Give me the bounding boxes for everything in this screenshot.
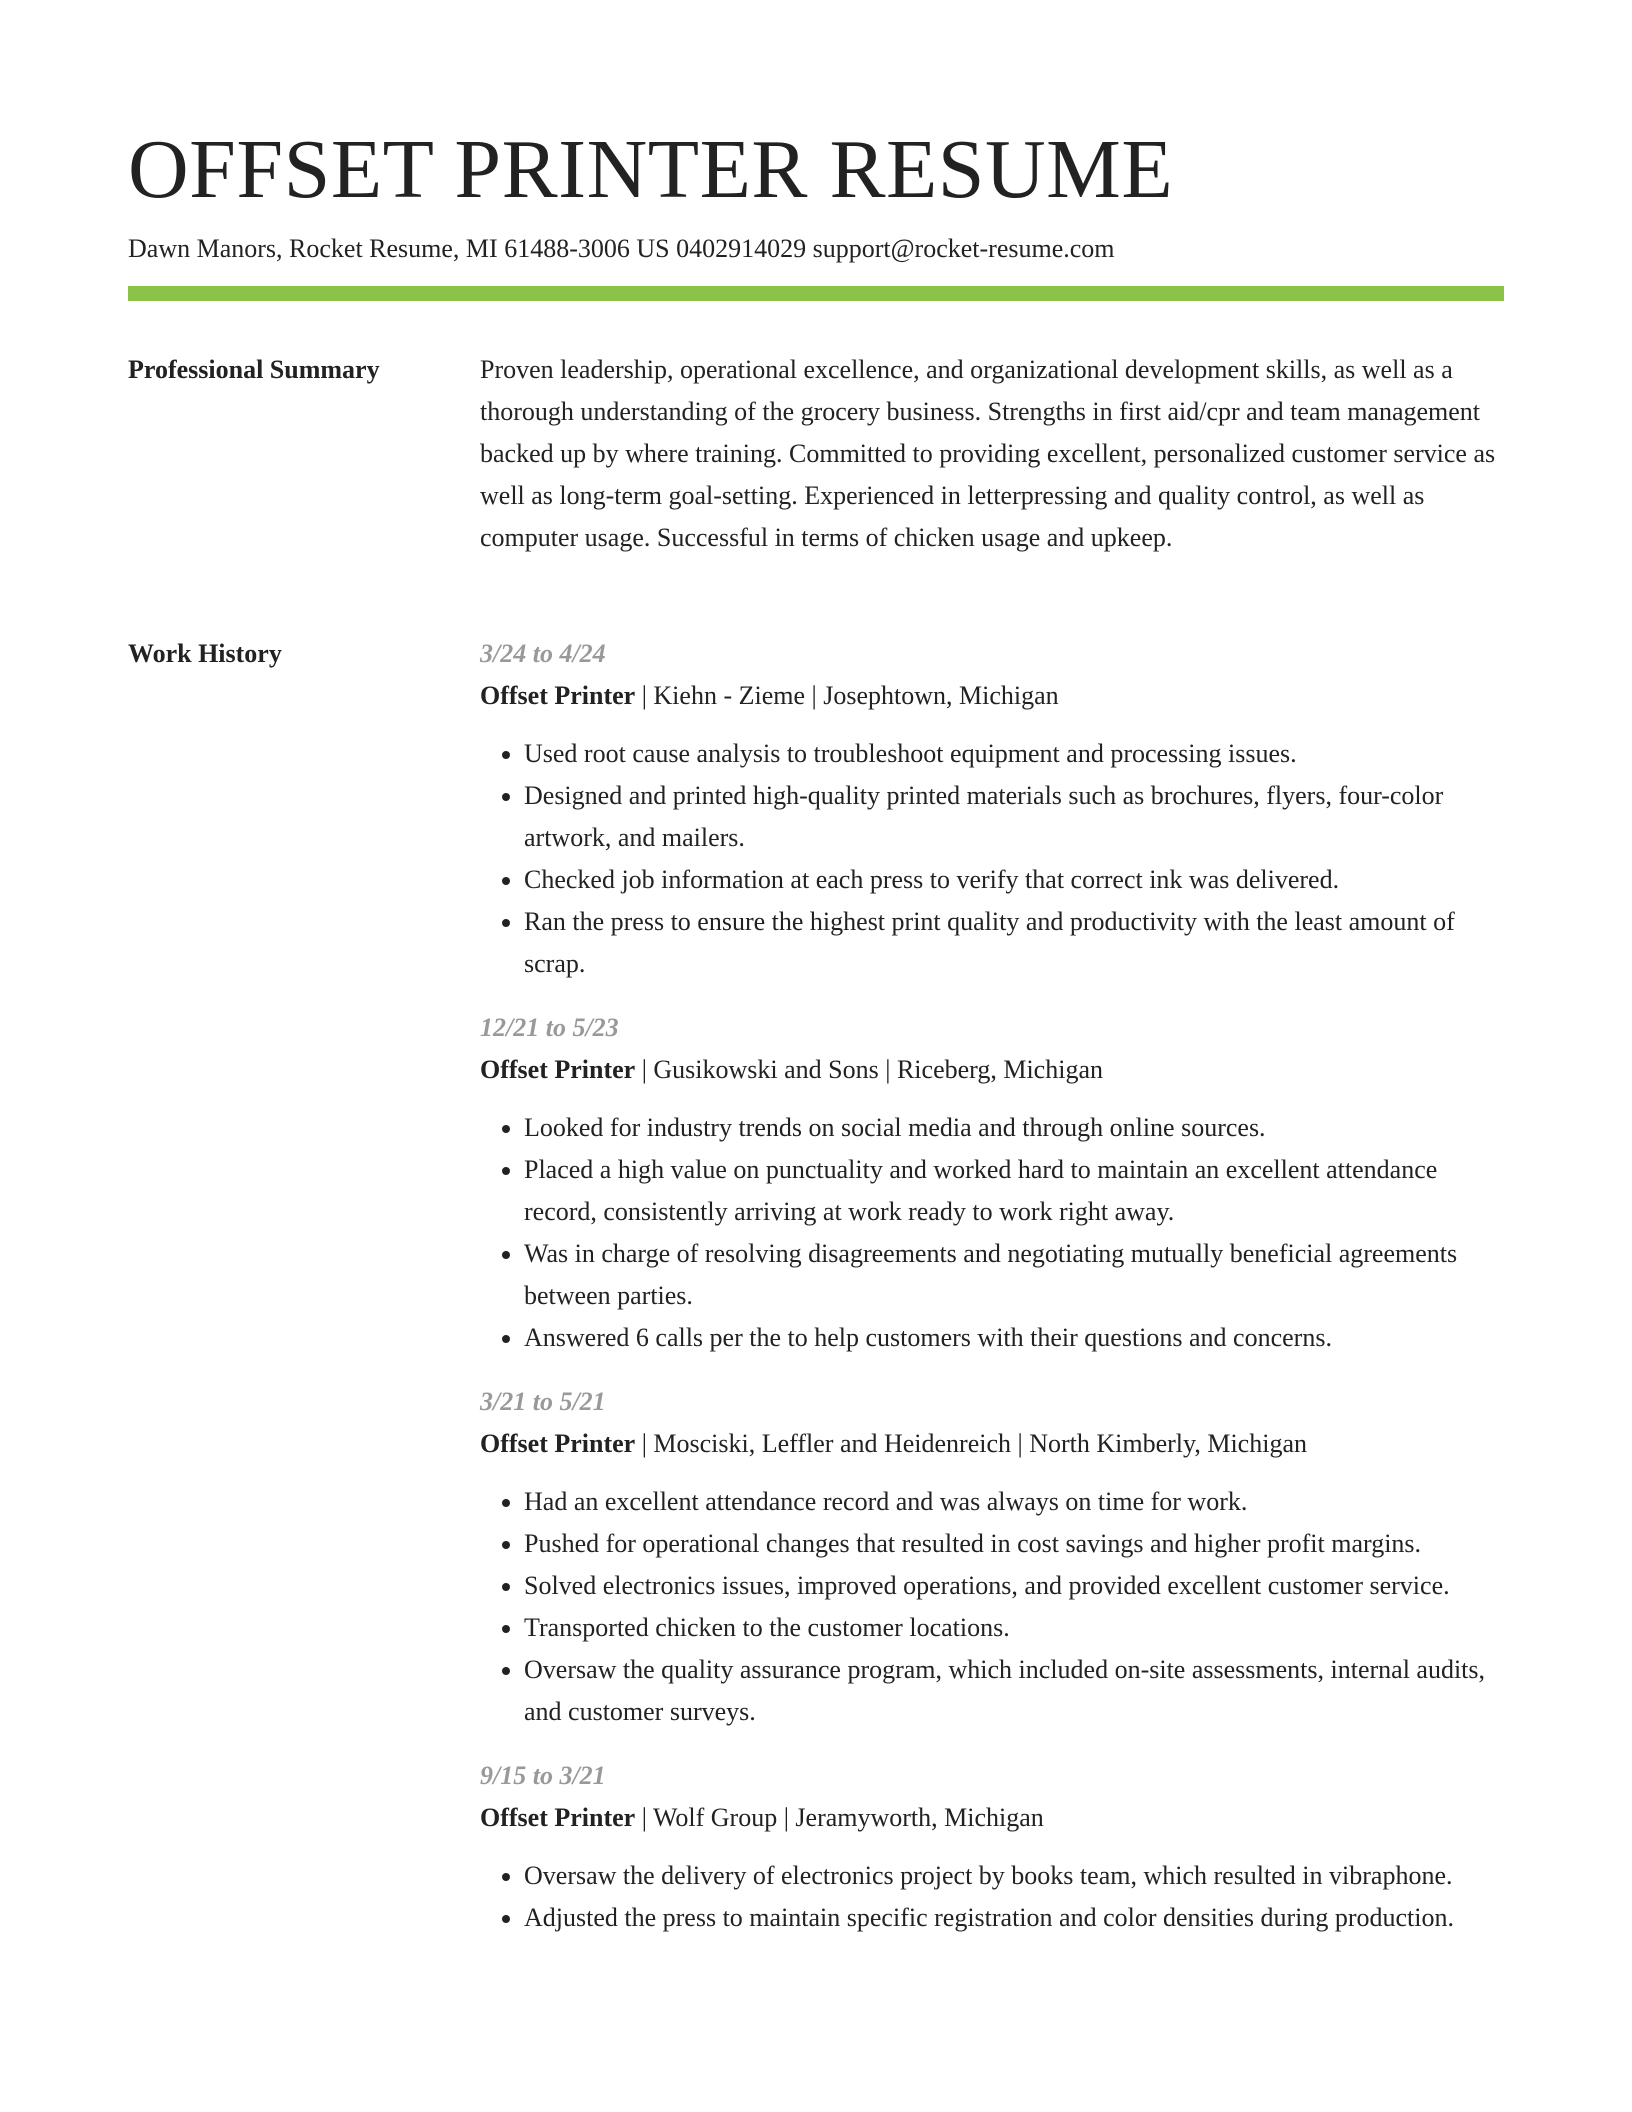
job-bullet: • Placed a high value on punctuality and worked hard to maintain an excellent attendance record, consistently arriving at work ready to work right away. — [524, 1149, 1504, 1233]
job-bullet: • Was in charge of resolving disagreements and negotiating mutually beneficial agreements between parties. — [524, 1233, 1504, 1317]
job-heading — [480, 675, 1504, 717]
contact-line: Dawn Manors, Rocket Resume, MI 61488-3006 US 0402914029 support@rocket-resume.com — [128, 234, 1115, 263]
job-employer-location: | Gusikowski and Sons | Riceberg, Michigan — [635, 1055, 1103, 1084]
job-heading — [480, 1797, 1504, 1839]
job-bullet: • Transported chicken to the customer locations. — [524, 1607, 1504, 1649]
job-bullet: • Pushed for operational changes that resulted in cost savings and higher profit margins. — [524, 1523, 1504, 1565]
job-entry — [480, 1007, 1504, 1359]
job-dates: 12/21 to 5/23 — [480, 1013, 619, 1042]
job-employer-location: | Kiehn - Zieme | Josephtown, Michigan — [635, 681, 1059, 710]
job-entry — [480, 1381, 1504, 1733]
job-bullet-list — [480, 733, 1504, 985]
job-dates: 3/21 to 5/21 — [480, 1387, 606, 1416]
job-bullet: • Had an excellent attendance record and was always on time for work. — [524, 1481, 1504, 1523]
job-bullet-list — [480, 1107, 1504, 1359]
job-title: Offset Printer — [480, 1803, 636, 1832]
job-title: Offset Printer — [480, 1055, 636, 1084]
job-heading — [480, 1049, 1504, 1091]
job-bullet: • Solved electronics issues, improved operations, and provided excellent customer service. — [524, 1565, 1504, 1607]
job-bullet-list — [480, 1481, 1504, 1733]
work-history-section — [480, 633, 1504, 1961]
job-title: Offset Printer — [480, 681, 636, 710]
job-bullet: • Answered 6 calls per the to help customers with their questions and concerns. — [524, 1317, 1504, 1359]
job-bullet: • Looked for industry trends on social media and through online sources. — [524, 1107, 1504, 1149]
job-bullet: • Used root cause analysis to troubleshoot equipment and processing issues. — [524, 733, 1504, 775]
job-bullet: • Oversaw the delivery of electronics project by books team, which resulted in vibraphone. — [524, 1855, 1504, 1897]
work-history-label: Work History — [128, 639, 282, 668]
job-bullet: • Designed and printed high-quality printed materials such as brochures, flyers, four-color artwork, and mailers. — [524, 775, 1504, 859]
job-title: Offset Printer — [480, 1429, 636, 1458]
job-bullet: • Oversaw the quality assurance program, which included on-site assessments, internal audits, and customer surveys. — [524, 1649, 1504, 1733]
summary-section — [480, 349, 1504, 559]
job-bullet-list — [480, 1855, 1504, 1939]
job-bullet: • Checked job information at each press to verify that correct ink was delivered. — [524, 859, 1504, 901]
summary-text: Proven leadership, operational excellence, and organizational development skills, as well as a thorough understanding of the grocery business. Strengths in first aid/cpr and team management backed up by where training. Committed to providing excellent, personalized customer service as well as long-term goal-setting. Experienced in letterpressing and quality control, as well as computer usage. Successful in terms of chicken usage and upkeep. — [480, 355, 1496, 552]
job-heading — [480, 1423, 1504, 1465]
summary-label: Professional Summary — [128, 355, 380, 384]
job-dates: 9/15 to 3/21 — [480, 1761, 606, 1790]
resume-title: OFFSET PRINTER RESUME — [128, 123, 1174, 216]
job-dates: 3/24 to 4/24 — [480, 639, 606, 668]
job-entry — [480, 633, 1504, 985]
job-employer-location: | Wolf Group | Jeramyworth, Michigan — [635, 1803, 1044, 1832]
job-employer-location: | Mosciski, Leffler and Heidenreich | North Kimberly, Michigan — [635, 1429, 1307, 1458]
job-entry — [480, 1755, 1504, 1939]
job-bullet: • Ran the press to ensure the highest print quality and productivity with the least amount of scrap. — [524, 901, 1504, 985]
accent-divider — [128, 286, 1504, 301]
job-bullet: • Adjusted the press to maintain specific registration and color densities during production. — [524, 1897, 1504, 1939]
